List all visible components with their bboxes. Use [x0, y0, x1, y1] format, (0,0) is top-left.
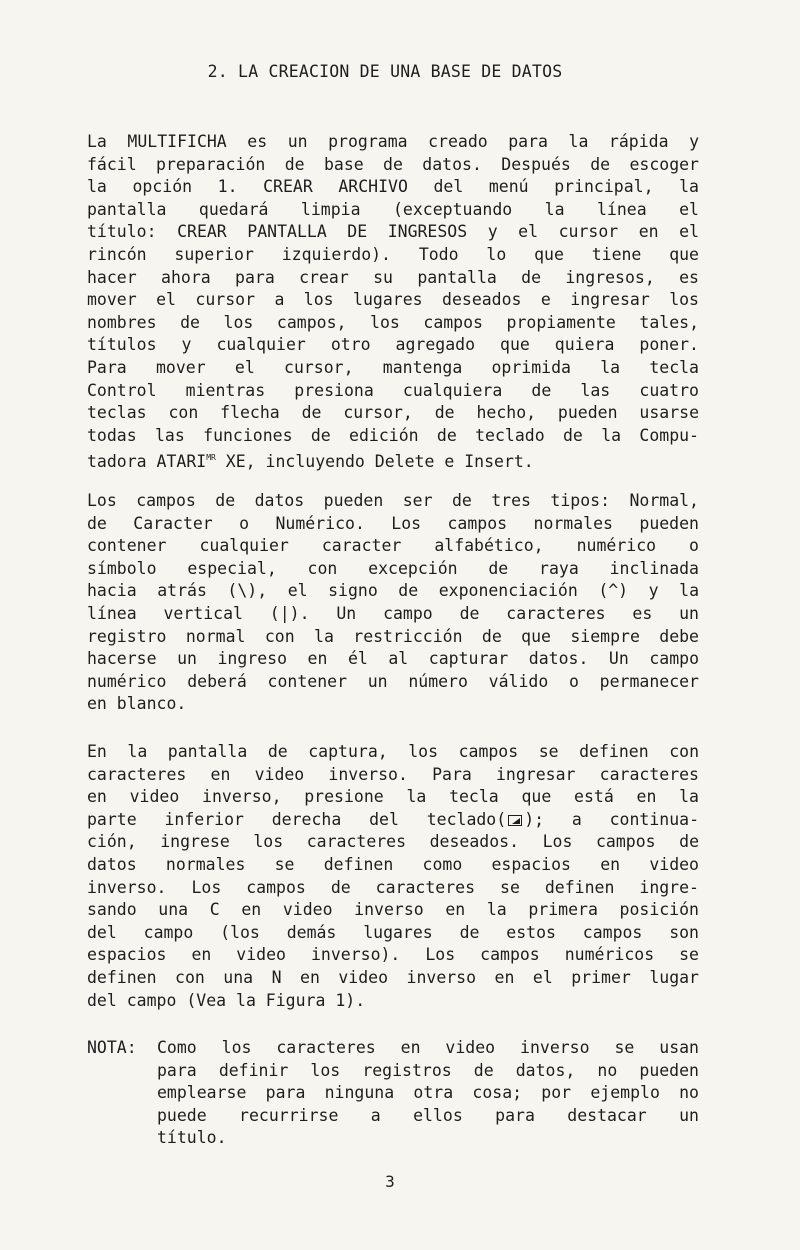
text-line — [87, 809, 699, 832]
text-line: teclas con flecha de cursor, de hecho, pueden usarse — [87, 403, 699, 423]
text-line: nombres de los campos, los campos propiamente tales, — [87, 312, 699, 332]
text-line: título. — [157, 1128, 227, 1148]
text-line: numérico deberá contener un número válido o permanecer — [87, 671, 699, 691]
text-line: puede recurrirse a ellos para destacar un — [157, 1105, 699, 1125]
text-line: títulos y cualquier otro agregado que quiera poner. — [87, 335, 699, 355]
text-line: Los campos de datos pueden ser de tres tipos: Normal, — [87, 491, 699, 510]
text-line: definen con una N en video inverso en el primer lugar — [87, 967, 699, 987]
section-heading: 2. LA CREACION DE UNA BASE DE DATOS — [207, 62, 563, 81]
text-line: fácil preparación de base de datos. Después de escoger — [87, 154, 699, 174]
text-line: emplearse para ninguna otra cosa; por ejemplo no — [157, 1083, 699, 1103]
text-line: en blanco. — [87, 694, 187, 714]
text-line: inverso. Los campos de caracteres se definen ingre- — [87, 877, 699, 897]
inverse-video-key-icon — [508, 815, 522, 826]
note-label: NOTA: — [87, 1038, 137, 1057]
text-line: mover el cursor a los lugares deseados e ingresar los — [87, 290, 699, 310]
text-line: hacia atrás (\), el signo de exponenciación (^) y la — [87, 581, 699, 601]
text-line: hacerse un ingreso en él al capturar datos. Un campo — [87, 649, 699, 669]
text-line: del campo (Vea la Figura 1). — [87, 990, 366, 1010]
text-line: ción, ingrese los caracteres deseados. Los campos de — [87, 832, 699, 852]
text-line: línea vertical (|). Un campo de caracteres es un — [87, 603, 699, 623]
text-line: Control mientras presiona cualquiera de las cuatro — [87, 380, 699, 400]
text-line: la opción 1. CREAR ARCHIVO del menú principal, la — [87, 177, 699, 197]
text-line: símbolo especial, con excepción de raya inclinada — [87, 558, 699, 578]
text-line: En la pantalla de captura, los campos se definen con — [87, 742, 699, 761]
page-number: 3 — [385, 1172, 395, 1191]
text-line: registro normal con la restricción de que siempre debe — [87, 626, 699, 646]
text-line: La MULTIFICHA es un programa creado para la rápida y — [87, 132, 699, 151]
paragraph-field-types — [87, 490, 699, 716]
note-body — [157, 1037, 699, 1150]
text-line: espacios en video inverso). Los campos numéricos se — [87, 945, 699, 965]
text-line: todas las funciones de edición de teclado de la Compu- — [87, 425, 699, 445]
text-line: título: CREAR PANTALLA DE INGRESOS y el cursor en el — [87, 222, 699, 242]
text-fragment: tadora ATARI — [87, 452, 207, 472]
text-fragment: ); a continua- — [524, 809, 700, 829]
text-line: de Caracter o Numérico. Los campos normales pueden — [87, 513, 699, 533]
text-line: datos normales se definen como espacios en video — [87, 854, 699, 874]
text-line: caracteres en video inverso. Para ingresar caracteres — [87, 764, 699, 784]
text-line: para definir los registros de datos, no pueden — [157, 1060, 699, 1080]
text-line: Como los caracteres en video inverso se usan — [157, 1038, 699, 1057]
text-fragment: XE, incluyendo Delete e Insert. — [215, 452, 534, 472]
text-line: sando una C en video inverso en la primera posición — [87, 900, 699, 920]
text-line: en video inverso, presione la tecla que está en la — [87, 787, 699, 807]
text-line: rincón superior izquierdo). Todo lo que tiene que — [87, 244, 699, 264]
paragraph-intro — [87, 131, 699, 474]
trademark-mark: MR — [206, 453, 216, 463]
paragraph-inverse-video — [87, 741, 699, 1012]
text-line: del campo (los demás lugares de estos campos son — [87, 922, 699, 942]
text-line: contener cualquier caracter alfabético, numérico o — [87, 536, 699, 556]
text-line: Para mover el cursor, mantenga oprimida la tecla — [87, 357, 699, 377]
text-line — [87, 447, 699, 474]
text-line: pantalla quedará limpia (exceptuando la línea el — [87, 199, 699, 219]
text-fragment: parte inferior derecha del teclado( — [87, 809, 507, 829]
text-line: hacer ahora para crear su pantalla de ingresos, es — [87, 267, 699, 287]
